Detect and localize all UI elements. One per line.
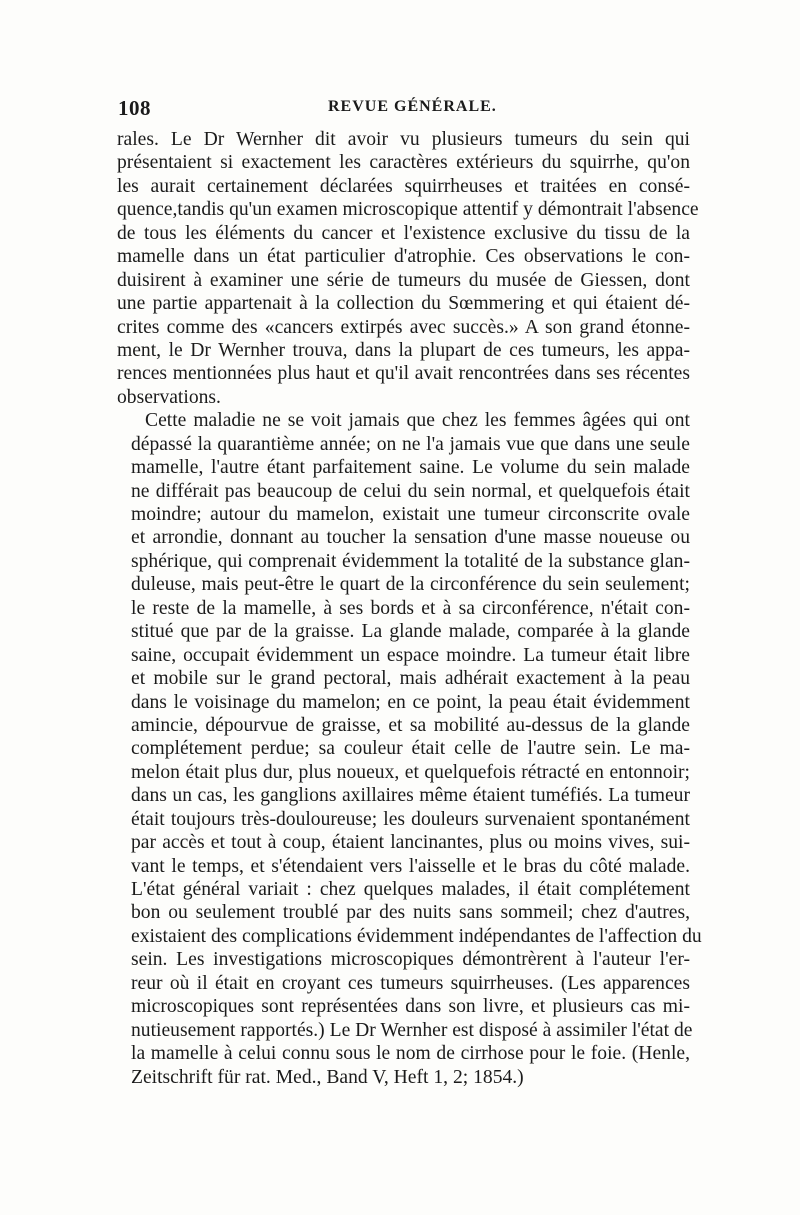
- text-line: dépassé la quarantième année; on ne l'a jamais vue que dans une seule: [131, 433, 690, 455]
- text-line: mamelle dans un état particulier d'atrophie. Ces observations le con-: [117, 246, 690, 268]
- text-line: dans un cas, les ganglions axillaires même étaient tuméfiés. La tumeur: [131, 785, 690, 807]
- text-line: était toujours très-douloureuse; les douleurs survenaient spontanément: [131, 808, 690, 830]
- text-line: melon était plus dur, plus noueux, et quelquefois rétracté en entonnoir;: [131, 761, 690, 783]
- text-line: reur où il était en croyant ces tumeurs squirrheuses. (Les apparences: [131, 972, 690, 994]
- running-title: REVUE GÉNÉRALE.: [328, 98, 497, 115]
- text-line: vant le temps, et s'étendaient vers l'aisselle et le bras du côté malade.: [131, 855, 690, 877]
- text-line: stitué que par de la graisse. La glande malade, comparée à la glande: [131, 621, 690, 643]
- text-line: microscopiques sont représentées dans son livre, et plusieurs cas mi-: [131, 996, 690, 1018]
- text-line: une partie appartenait à la collection du Sœmmering et qui étaient dé-: [117, 293, 690, 315]
- running-head: [118, 96, 688, 124]
- text-line: par accès et tout à coup, étaient lancinantes, plus ou moins vives, sui-: [131, 832, 690, 854]
- text-line: mamelle, l'autre étant parfaitement saine. Le volume du sein malade: [131, 457, 690, 479]
- text-line: duisirent à examiner une série de tumeurs du musée de Giessen, dont: [117, 269, 690, 291]
- text-line: amincie, dépourvue de graisse, et sa mobilité au-dessus de la glande: [131, 714, 690, 736]
- text-line: duleuse, mais peut-être le quart de la circonférence du sein seulement;: [131, 574, 690, 596]
- text-line: bon ou seulement troublé par des nuits sans sommeil; chez d'autres,: [131, 902, 690, 924]
- text-line: Cette maladie ne se voit jamais que chez les femmes âgées qui ont: [145, 410, 690, 432]
- text-line: observations.: [117, 386, 221, 408]
- text-line: L'état général variait : chez quelques malades, il était complétement: [131, 879, 690, 900]
- paragraph-1: [117, 128, 699, 409]
- text-line: sphérique, qui comprenait évidemment la totalité de la substance glan-: [131, 550, 690, 572]
- text-line: rales. Le Dr Wernher dit avoir vu plusieurs tumeurs du sein qui: [117, 129, 690, 150]
- text-line: présentaient si exactement les caractères extérieurs du squirrhe, qu'on: [117, 152, 690, 174]
- paragraph-2: [117, 409, 702, 1089]
- text-line: sein. Les investigations microscopiques démontrèrent à l'auteur l'er-: [131, 949, 690, 971]
- text-line: la mamelle à celui connu sous le nom de cirrhose pour le foie. (Henle,: [131, 1043, 690, 1065]
- text-line: le reste de la mamelle, à ses bords et à sa circonférence, n'était con-: [131, 597, 690, 619]
- page-number: 108: [118, 96, 151, 120]
- text-line: moindre; autour du mamelon, existait une tumeur circonscrite ovale: [131, 504, 690, 525]
- text-line: les aurait certainement déclarées squirrheuses et traitées en consé-: [117, 175, 690, 197]
- text-line: ne différait pas beaucoup de celui du sein normal, et quelquefois était: [131, 480, 690, 502]
- text-line: de tous les éléments du cancer et l'existence exclusive du tissu de la: [117, 222, 690, 244]
- text-line: rences mentionnées plus haut et qu'il avait rencontrées dans ses récentes: [117, 363, 690, 385]
- text-line: nutieusement rapportés.) Le Dr Wernher est disposé à assimiler l'état de: [131, 1019, 693, 1041]
- text-line: et arrondie, donnant au toucher la sensation d'une masse noueuse ou: [131, 527, 690, 549]
- text-line: et mobile sur le grand pectoral, mais adhérait exactement à la peau: [131, 668, 690, 690]
- text-line: ment, le Dr Wernher trouva, dans la plupart de ces tumeurs, les appa-: [117, 339, 690, 361]
- text-line: existaient des complications évidemment indépendantes de l'affection du: [131, 925, 702, 947]
- text-line: saine, occupait évidemment un espace moindre. La tumeur était libre: [131, 644, 690, 666]
- body-text: [117, 128, 702, 1089]
- text-line: quence,tandis qu'un examen microscopique attentif y démontrait l'absence: [117, 199, 699, 221]
- text-line: dans le voisinage du mamelon; en ce point, la peau était évidemment: [131, 691, 690, 713]
- text-line: crites comme des «cancers extirpés avec succès.» A son grand étonne-: [117, 316, 690, 338]
- text-line: complétement perdue; sa couleur était celle de l'autre sein. Le ma-: [131, 738, 690, 760]
- text-line: Zeitschrift für rat. Med., Band V, Heft 1, 2; 1854.): [131, 1066, 524, 1088]
